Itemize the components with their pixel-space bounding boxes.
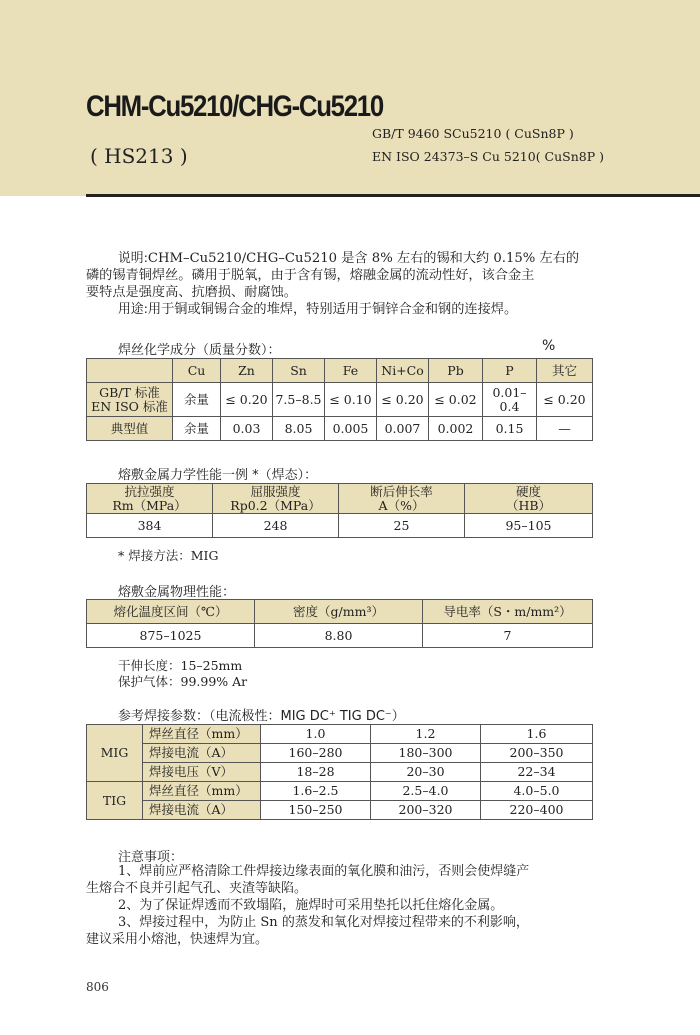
table-cell: ≤ 0.20 (377, 383, 429, 417)
mechanical-table (86, 483, 593, 538)
table-cell: ≤ 0.20 (537, 383, 593, 417)
table-cell: 22–34 (481, 763, 593, 782)
description-line-2: 磷的锡青铜焊丝。磷用于脱氧，由于含有锡，熔融金属的流动性好，该合金主 (86, 268, 535, 283)
composition-header-cell: Pb (429, 359, 483, 383)
table-cell: 1.0 (261, 725, 371, 744)
description-label: 说明: (118, 251, 148, 266)
table-cell: 1.6 (481, 725, 593, 744)
table-cell: 余量 (173, 417, 221, 441)
composition-header-cell: Fe (325, 359, 377, 383)
mechanical-title: 熔敷金属力学性能一例 *（焊态）： (118, 468, 318, 483)
note-3-line-1: 3、焊接过程中，为防止 Sn 的蒸发和氧化对焊接过程带来的不利影响， (118, 915, 529, 930)
header-rule (86, 194, 700, 197)
standard-gb: GB/T 9460 SCu5210 ( CuSn8P ) (372, 126, 574, 141)
table-cell: 1.2 (371, 725, 481, 744)
params-title: 参考焊接参数：（电流极性：MIG DC⁺ TIG DC⁻） (118, 709, 405, 724)
param-label: 焊接电压（V） (143, 763, 261, 782)
mechanical-header-elongation: 断后伸长率 A（%） (339, 484, 465, 514)
table-cell: 248 (213, 514, 339, 538)
standard-en: EN ISO 24373–S Cu 5210( CuSn8P ) (372, 149, 605, 164)
table-cell: 384 (87, 514, 213, 538)
table-cell: 0.15 (483, 417, 537, 441)
table-cell: 2.5–4.0 (371, 782, 481, 801)
param-label: 焊丝直径（mm） (143, 725, 261, 744)
table-cell: 0.002 (429, 417, 483, 441)
param-label: 焊接电流（A） (143, 801, 261, 820)
table-cell: ≤ 0.20 (221, 383, 273, 417)
mechanical-header-hardness: 硬度 （HB） (465, 484, 593, 514)
mechanical-header-tensile: 抗拉强度 Rm（MPa） (87, 484, 213, 514)
params-table (86, 724, 593, 820)
param-label: 焊丝直径（mm） (143, 782, 261, 801)
physical-header-density: 密度（g/mm³） (255, 600, 423, 624)
composition-header-cell (87, 359, 173, 383)
physical-header-conductivity: 导电率（S・m/mm²） (423, 600, 593, 624)
table-cell: 1.6–2.5 (261, 782, 371, 801)
composition-row-label: 典型值 (87, 417, 173, 441)
table-cell: 180–300 (371, 744, 481, 763)
mechanical-note: * 焊接方法：MIG (118, 548, 219, 563)
table-cell: 20–30 (371, 763, 481, 782)
table-cell: 18–28 (261, 763, 371, 782)
table-cell: 25 (339, 514, 465, 538)
physical-header-melting: 熔化温度区间（℃） (87, 600, 255, 624)
usage-label: 用途: (118, 302, 148, 317)
note-3-line-2: 建议采用小熔池，快速焊为宜。 (86, 932, 269, 947)
table-cell: 95–105 (465, 514, 593, 538)
table-cell: 150–250 (261, 801, 371, 820)
physical-table (86, 599, 593, 648)
description-line-1: CHM–Cu5210/CHG–Cu5210 是含 8% 左右的锡和大约 0.15% 左右的 (147, 251, 580, 266)
mig-label: MIG (87, 725, 143, 782)
tig-label: TIG (87, 782, 143, 820)
table-cell: 200–320 (371, 801, 481, 820)
table-cell: 余量 (173, 383, 221, 417)
table-row (87, 725, 593, 744)
table-cell: ≤ 0.10 (325, 383, 377, 417)
composition-title: 焊丝化学成分（质量分数）： (118, 343, 281, 358)
table-row (87, 801, 593, 820)
description-line-3: 要特点是强度高、抗磨损、耐腐蚀。 (86, 285, 297, 300)
note-1-line-2: 生熔合不良并引起气孔、夹渣等缺陷。 (86, 881, 308, 896)
note-1-line-1: 1、焊前应严格清除工件焊接边缘表面的氧化膜和油污，否则会使焊缝产 (118, 864, 530, 879)
table-cell: 7 (423, 624, 593, 648)
table-cell: 7.5–8.5 (273, 383, 325, 417)
table-cell: 8.05 (273, 417, 325, 441)
stickout-text: 干伸长度：15–25mm (118, 658, 243, 673)
composition-header-cell: 其它 (537, 359, 593, 383)
composition-header-cell: Cu (173, 359, 221, 383)
composition-unit: % (542, 338, 556, 354)
table-cell: 220–400 (481, 801, 593, 820)
table-row (87, 514, 593, 538)
table-row (87, 763, 593, 782)
table-row (87, 383, 593, 417)
table-row (87, 417, 593, 441)
table-row (87, 744, 593, 763)
composition-row-label: GB/T 标准 EN ISO 标准 (87, 383, 173, 417)
table-cell: — (537, 417, 593, 441)
product-subtitle: ( HS213 ) (90, 144, 188, 168)
usage-text: 用于铜或铜锡合金的堆焊，特别适用于铜锌合金和钢的连接焊。 (147, 302, 518, 317)
composition-header-cell: Zn (221, 359, 273, 383)
table-cell: 8.80 (255, 624, 423, 648)
table-cell: 0.007 (377, 417, 429, 441)
shielding-gas-text: 保护气体：99.99% Ar (118, 674, 248, 689)
description-block (86, 250, 594, 318)
notes-block (86, 863, 596, 948)
table-row (87, 624, 593, 648)
table-cell: 0.01–0.4 (483, 383, 537, 417)
product-title: CHM-Cu5210/CHG-Cu5210 (86, 90, 383, 123)
table-cell: ≤ 0.02 (429, 383, 483, 417)
notes-title: 注意事项： (118, 850, 184, 865)
mechanical-header-yield: 屈服强度 Rp0.2（MPa） (213, 484, 339, 514)
table-cell: 160–280 (261, 744, 371, 763)
composition-header-cell: P (483, 359, 537, 383)
page-number: 806 (86, 980, 109, 994)
table-cell: 200–350 (481, 744, 593, 763)
table-cell: 0.03 (221, 417, 273, 441)
physical-title: 熔敷金属物理性能： (118, 585, 236, 600)
param-label: 焊接电流（A） (143, 744, 261, 763)
composition-header-cell: Ni+Co (377, 359, 429, 383)
table-cell: 0.005 (325, 417, 377, 441)
table-cell: 4.0–5.0 (481, 782, 593, 801)
composition-table (86, 358, 593, 441)
table-row (87, 782, 593, 801)
note-2: 2、为了保证焊透而不致塌陷，施焊时可采用垫托以托住熔化金属。 (118, 898, 504, 913)
composition-header-cell: Sn (273, 359, 325, 383)
table-cell: 875–1025 (87, 624, 255, 648)
